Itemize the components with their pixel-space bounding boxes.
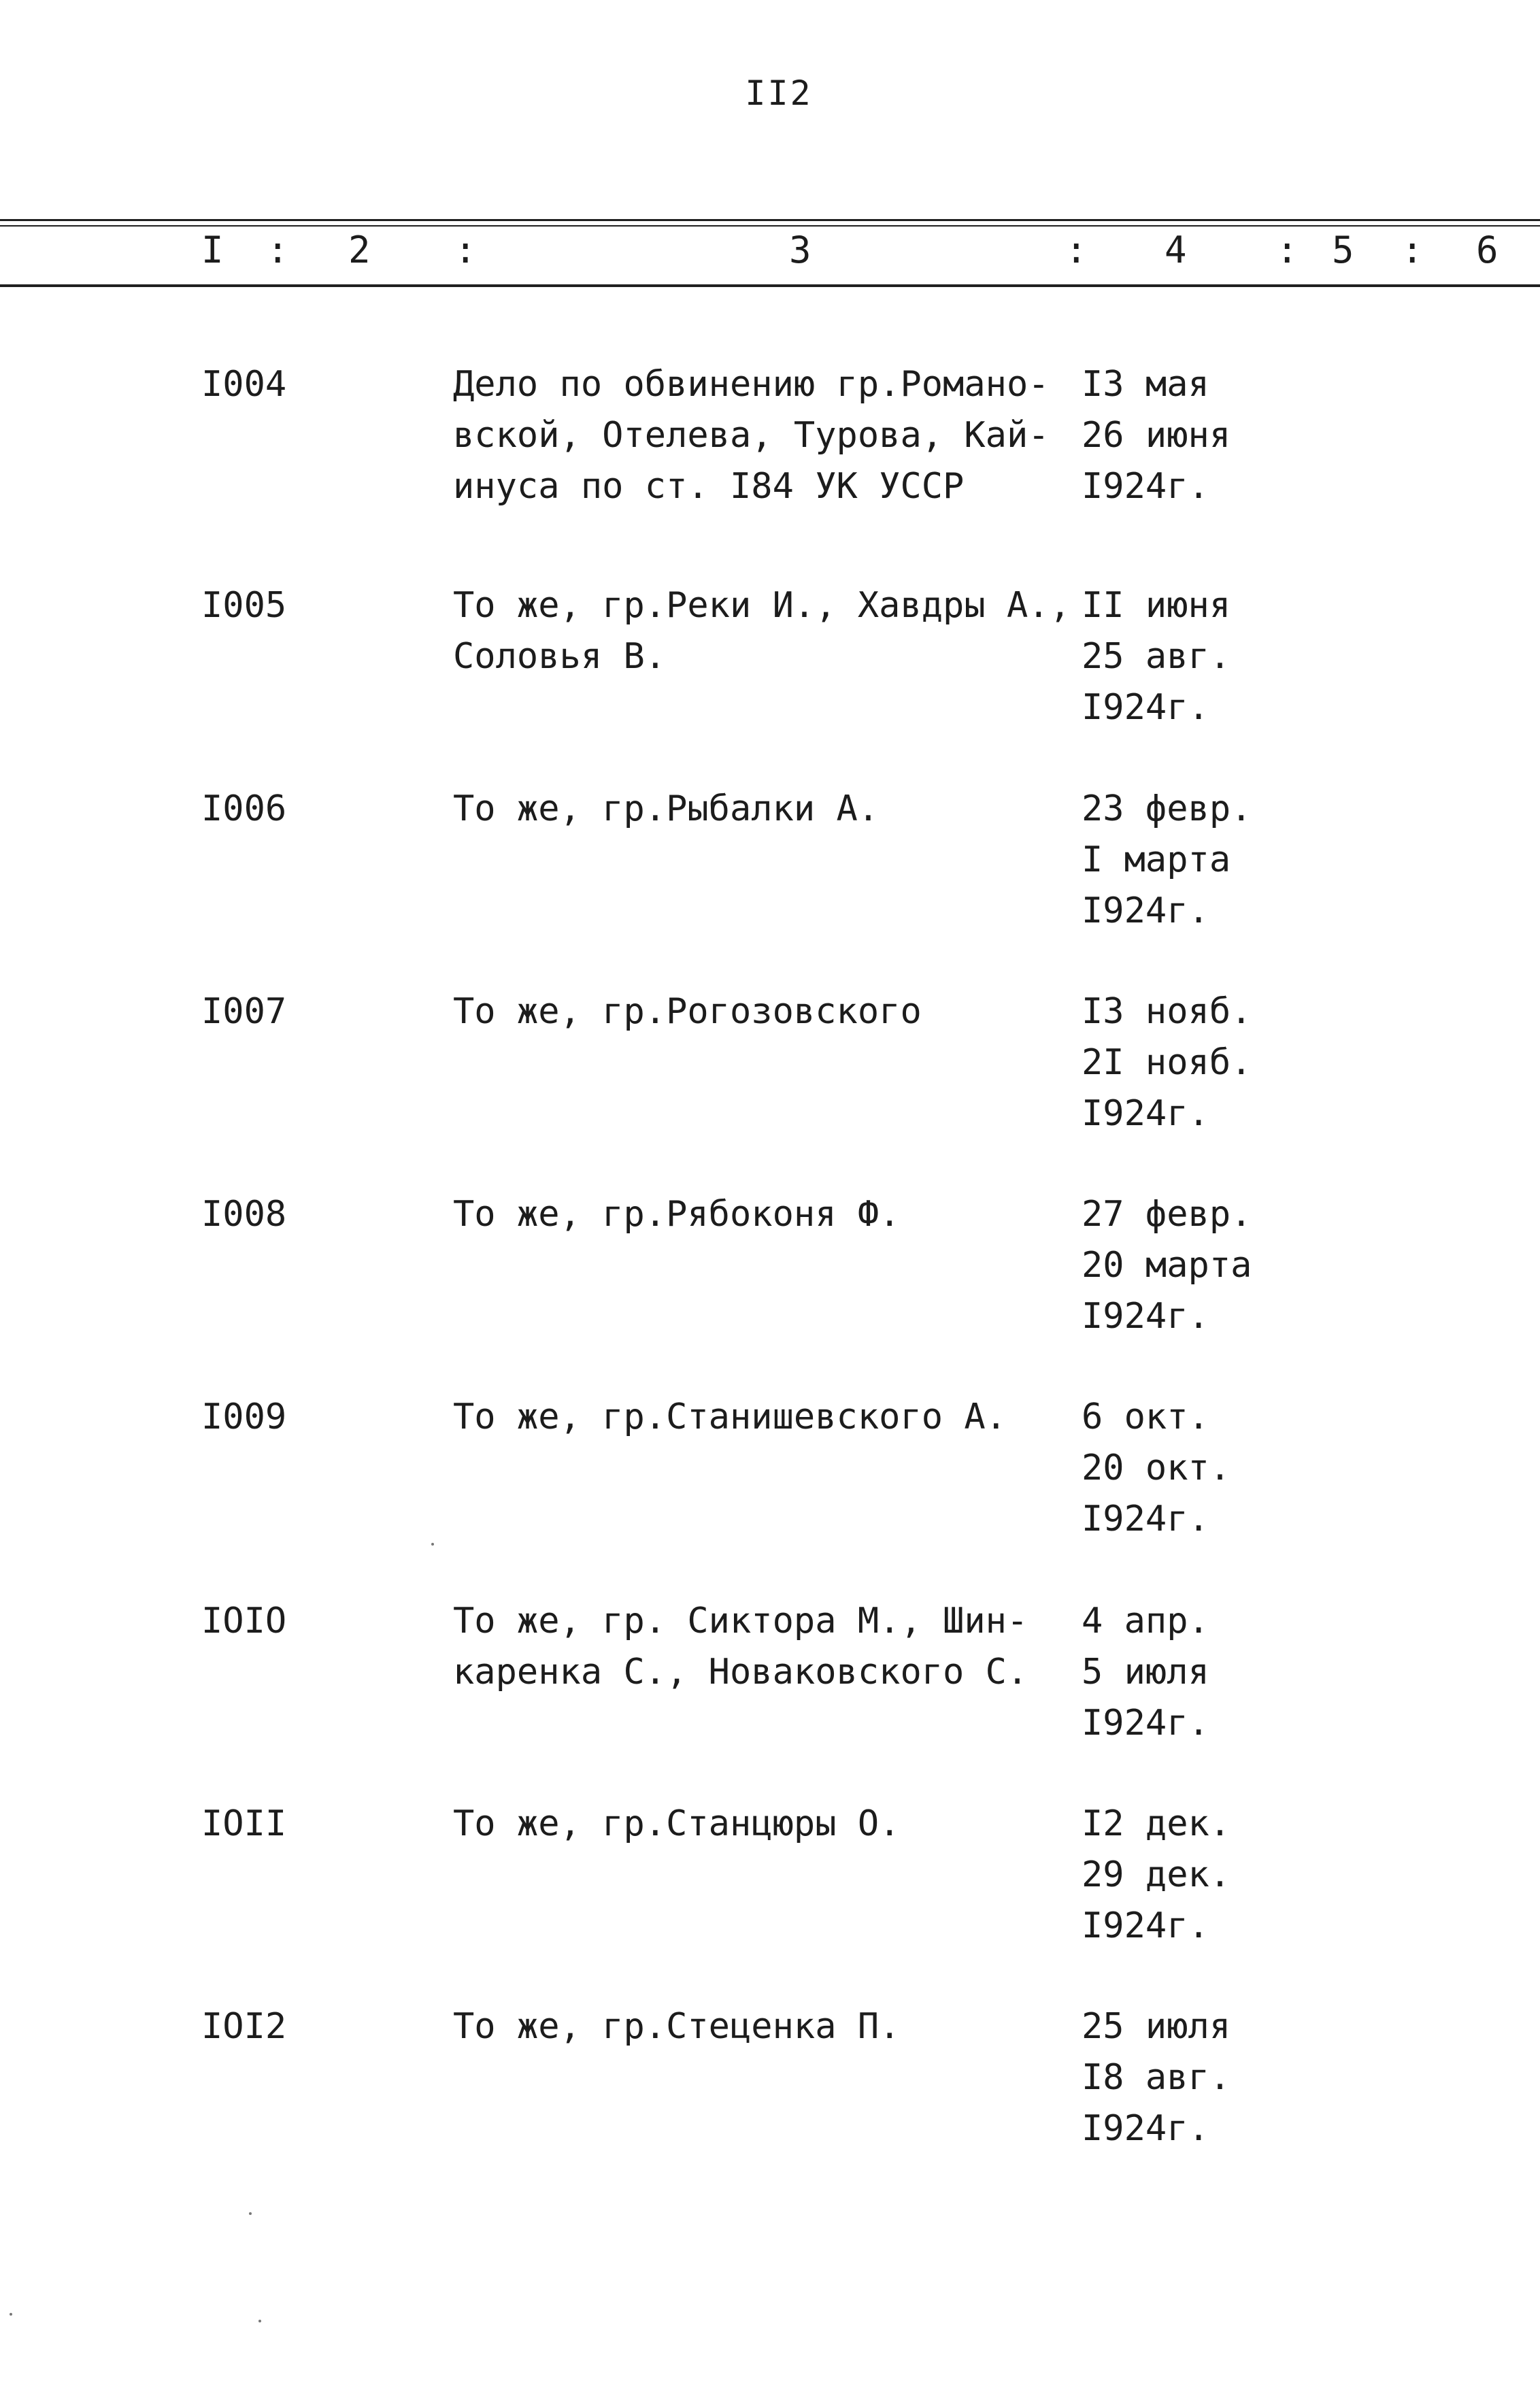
entry-number: I004 — [201, 364, 287, 405]
column-header-3: 3 — [789, 229, 811, 271]
date-year: I924г. — [1082, 1093, 1209, 1134]
description-line: То же, гр.Рыбалки А. — [453, 788, 880, 829]
header-rule-bottom — [0, 284, 1540, 287]
description-line: вской, Отелева, Турова, Кай- — [453, 415, 1050, 456]
entry-number: I007 — [201, 991, 287, 1032]
date-end: 26 июня — [1082, 415, 1231, 456]
date-year: I924г. — [1082, 687, 1209, 728]
entry-description — [453, 1596, 1065, 1698]
date-year: I924г. — [1082, 1499, 1209, 1539]
entry-number: I009 — [201, 1397, 287, 1437]
entry-description — [453, 1392, 1065, 1443]
entry-description — [453, 784, 1065, 835]
entry-description — [453, 2001, 1065, 2052]
date-start: 25 июля — [1082, 2006, 1231, 2047]
entry-description — [453, 1799, 1065, 1850]
entry-dates — [1082, 986, 1354, 1139]
entry-description — [453, 359, 1065, 512]
entry-dates — [1082, 1392, 1354, 1545]
date-start: I2 дек. — [1082, 1803, 1231, 1844]
date-end: I марта — [1082, 839, 1231, 880]
description-line: То же, гр.Рябоконя Ф. — [453, 1194, 901, 1235]
description-line: Дело по обвинению гр.Романо- — [453, 364, 1050, 405]
column-header-2: 2 — [348, 229, 371, 271]
date-year: I924г. — [1082, 2108, 1209, 2149]
entry-description — [453, 1189, 1065, 1240]
date-year: I924г. — [1082, 1296, 1209, 1337]
description-line: Соловья В. — [453, 636, 667, 677]
date-end: 2I нояб. — [1082, 1042, 1252, 1083]
entry-dates — [1082, 580, 1354, 733]
date-year: I924г. — [1082, 890, 1209, 931]
date-year: I924г. — [1082, 1905, 1209, 1946]
entry-dates — [1082, 1799, 1354, 1952]
entry-dates — [1082, 1596, 1354, 1749]
entry-number: I005 — [201, 585, 287, 626]
column-separator: : — [1065, 229, 1088, 271]
description-line: каренка С., Новаковского С. — [453, 1652, 1028, 1692]
column-separator: : — [1401, 229, 1424, 271]
header-rule-top — [0, 219, 1540, 221]
entry-number: IOIO — [201, 1601, 287, 1641]
description-line: То же, гр.Станцюры О. — [453, 1803, 901, 1844]
entry-number: IOI2 — [201, 2006, 287, 2047]
scan-speck — [10, 2313, 12, 2316]
scan-speck — [431, 1543, 434, 1546]
date-start: II июня — [1082, 585, 1231, 626]
entry-description — [453, 580, 1071, 682]
page-number: II2 — [745, 73, 813, 113]
entry-number: IOII — [201, 1803, 287, 1844]
entry-dates — [1082, 2001, 1354, 2154]
entry-dates — [1082, 1189, 1354, 1342]
date-start: 27 февр. — [1082, 1194, 1252, 1235]
description-line: То же, гр.Реки И., Хавдры А., — [453, 585, 1071, 626]
column-separator: : — [1276, 229, 1299, 271]
description-line: То же, гр.Стеценка П. — [453, 2006, 901, 2047]
date-start: I3 мая — [1082, 364, 1209, 405]
date-year: I924г. — [1082, 466, 1209, 507]
description-line: То же, гр.Станишевского А. — [453, 1397, 1007, 1437]
column-header-1: I — [201, 229, 224, 271]
date-end: 5 июля — [1082, 1652, 1209, 1692]
entry-description — [453, 986, 1065, 1037]
entry-number: I008 — [201, 1194, 287, 1235]
date-end: 20 марта — [1082, 1245, 1252, 1286]
description-line: То же, гр.Рогозовского — [453, 991, 922, 1032]
column-separator: : — [454, 229, 477, 271]
date-start: 4 апр. — [1082, 1601, 1209, 1641]
date-start: 23 февр. — [1082, 788, 1252, 829]
date-year: I924г. — [1082, 1703, 1209, 1744]
description-line: инуса по ст. I84 УК УССР — [453, 466, 965, 507]
column-header-4: 4 — [1165, 229, 1187, 271]
scan-speck — [249, 2212, 252, 2215]
date-end: 29 дек. — [1082, 1854, 1231, 1895]
column-separator: : — [267, 229, 289, 271]
entry-number: I006 — [201, 788, 287, 829]
column-header-row — [0, 224, 1540, 283]
date-end: 25 авг. — [1082, 636, 1231, 677]
column-header-6: 6 — [1476, 229, 1499, 271]
scan-speck — [258, 2320, 261, 2322]
entry-dates — [1082, 784, 1354, 937]
entry-dates — [1082, 359, 1354, 512]
date-end: I8 авг. — [1082, 2057, 1231, 2098]
date-start: I3 нояб. — [1082, 991, 1252, 1032]
column-header-5: 5 — [1332, 229, 1354, 271]
date-end: 20 окт. — [1082, 1448, 1231, 1488]
description-line: То же, гр. Сиктора М., Шин- — [453, 1601, 1028, 1641]
date-start: 6 окт. — [1082, 1397, 1209, 1437]
